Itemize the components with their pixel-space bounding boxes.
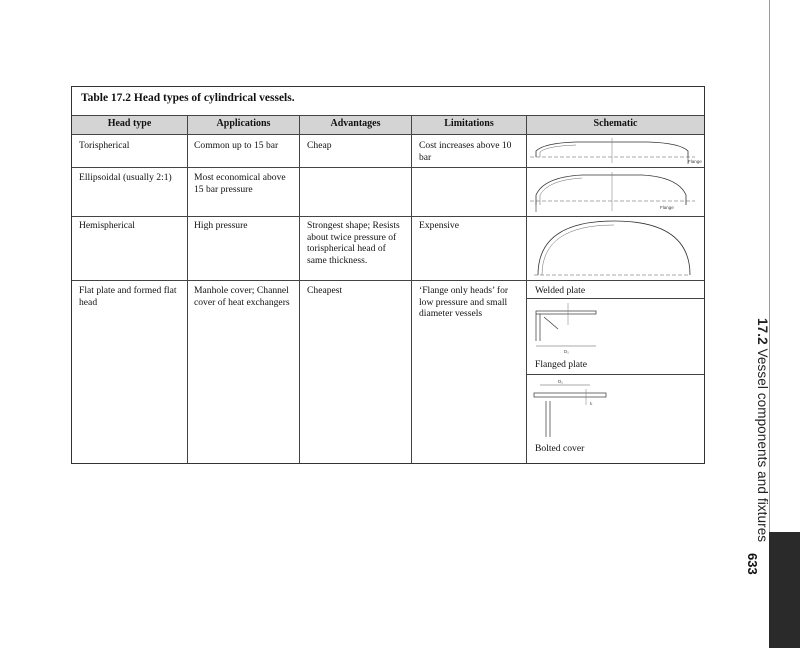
- col-rule-3: [411, 115, 412, 463]
- flange-label-torispherical: Flange: [688, 159, 702, 164]
- dim-label-thickness: tₜ: [590, 401, 593, 406]
- cell-head-type-torispherical: Torispherical: [79, 140, 130, 151]
- schematic-torispherical: [530, 137, 702, 165]
- cell-advantages-flat-plate: Cheapest: [307, 285, 343, 296]
- dim-label-welded: D₁: [564, 349, 569, 354]
- rule-row3: [72, 280, 704, 281]
- cell-head-type-ellipsoidal: Ellipsoidal (usually 2:1): [79, 172, 172, 183]
- label-welded-plate: Welded plate: [535, 285, 586, 296]
- cell-head-type-hemispherical: Hemispherical: [79, 220, 135, 231]
- cell-limitations-hemispherical: Expensive: [419, 220, 459, 231]
- cell-applications-hemispherical: High pressure: [194, 220, 248, 231]
- cell-applications-flat-plate: Manhole cover; Channel cover of heat exchangers: [194, 285, 290, 308]
- running-head: [740, 318, 770, 648]
- cell-advantages-torispherical: Cheap: [307, 140, 332, 151]
- page-number: 633: [745, 553, 760, 575]
- section-number: 17.2: [755, 318, 770, 345]
- label-flanged-plate: Flanged plate: [535, 359, 587, 370]
- flange-label-ellipsoidal: Flange: [660, 205, 674, 210]
- cell-applications-torispherical: Common up to 15 bar: [194, 140, 279, 151]
- col-rule-4: [526, 115, 527, 463]
- rule-welded: [527, 298, 704, 299]
- rule-header: [72, 134, 704, 135]
- header-limitations: Limitations: [444, 118, 494, 129]
- col-rule-1: [187, 115, 188, 463]
- table-caption: Table 17.2 Head types of cylindrical vessels.: [81, 92, 295, 104]
- schematic-hemispherical: [530, 217, 702, 279]
- header-head-type: Head type: [107, 118, 152, 129]
- col-rule-2: [299, 115, 300, 463]
- head-types-table: [71, 86, 705, 464]
- header-schematic: Schematic: [593, 118, 638, 129]
- cell-limitations-flat-plate: ‘Flange only heads’ for low pressure and small diameter vessels: [419, 285, 509, 320]
- thumb-tab: [769, 532, 800, 648]
- header-advantages: Advantages: [330, 118, 381, 129]
- cell-limitations-torispherical: Cost increases above 10 bar: [419, 140, 512, 163]
- header-applications: Applications: [216, 118, 271, 129]
- label-bolted-cover: Bolted cover: [535, 443, 585, 454]
- dim-label-flanged: D₁: [558, 379, 563, 384]
- cell-head-type-flat-plate: Flat plate and formed flat head: [79, 285, 177, 308]
- schematic-welded-plate: [530, 301, 702, 357]
- cell-advantages-hemispherical: Strongest shape; Resists about twice pressure of torispherical head of same thickness.: [307, 220, 400, 266]
- rule-top: [72, 115, 704, 116]
- section-title: Vessel components and fixtures: [755, 348, 770, 543]
- cell-applications-ellipsoidal: Most economical above 15 bar pressure: [194, 172, 286, 195]
- schematic-ellipsoidal: [530, 171, 702, 213]
- rule-row1: [72, 167, 704, 168]
- schematic-flanged-plate: [530, 375, 702, 441]
